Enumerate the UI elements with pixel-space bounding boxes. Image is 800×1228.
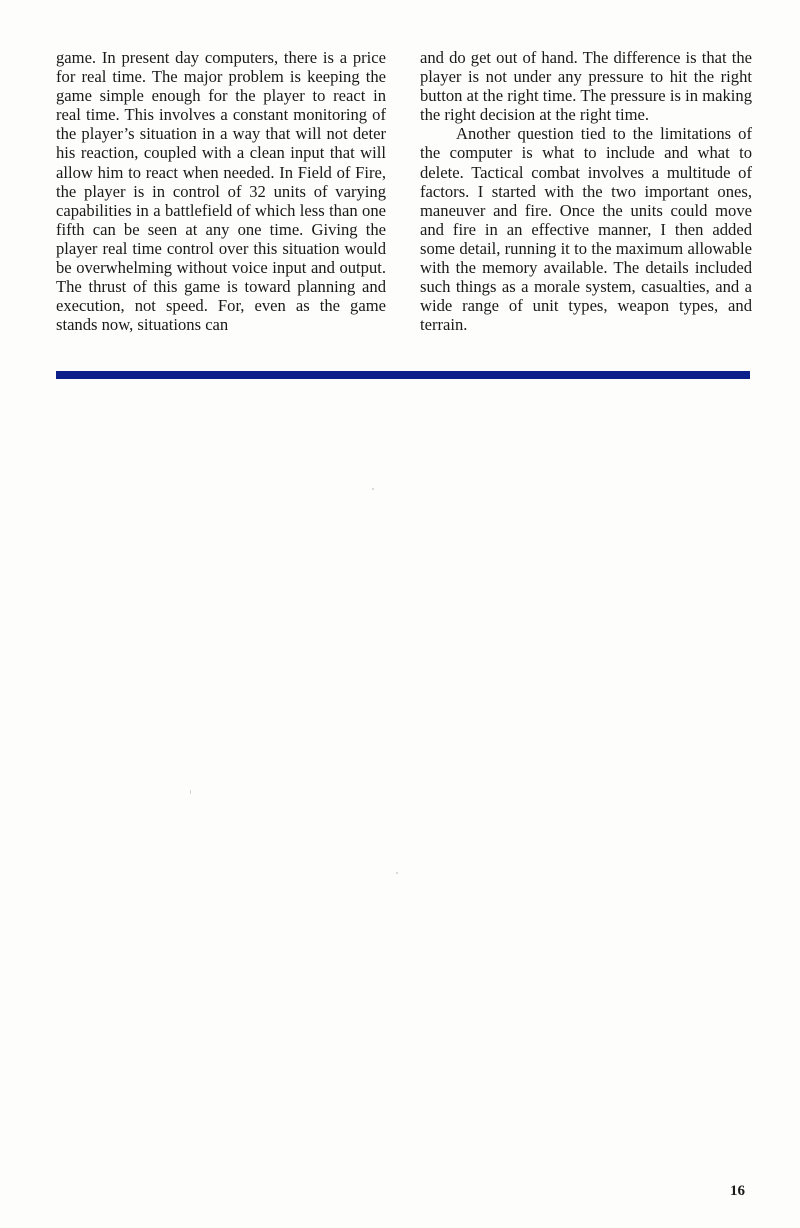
left-column <box>56 48 386 334</box>
scan-speck <box>190 790 191 794</box>
left-paragraph-1: game. In present day computers, there is a price for real time. The major problem is keeping the game simple enough for the player to react in real time. This involves a constant monitoring of the player’s situation in a way that will not deter his reaction, coupled with a clean input that will allow him to react when needed. In Field of Fire, the player is in control of 32 units of varying capabilities in a battlefield of which less than one fifth can be seen at any one time. Giving the player real time control over this situation would be overwhelming without voice input and output. The thrust of this game is toward planning and execution, not speed. For, even as the game stands now, situations can <box>56 48 386 335</box>
scan-speck <box>396 872 398 874</box>
page-number: 16 <box>730 1183 745 1199</box>
right-paragraph-1: and do get out of hand. The difference is that the player is not under any pressure to hit the right button at the right time. The pressure is in making the right decision at the right time. <box>420 48 752 125</box>
scan-speck <box>372 488 374 490</box>
right-paragraph-2: Another question tied to the limitations of the computer is what to include and what to delete. Tactical combat involves a multitude of factors. I started with the two important ones, maneuver and fire. Once the units could move and fire in an effective manner, I then added some detail, running it to the maximum allowable with the memory available. The details included such things as a morale system, casualties, and a wide range of unit types, weapon types, and terrain. <box>420 124 752 335</box>
right-column <box>420 48 752 334</box>
section-divider-bar <box>56 371 750 379</box>
